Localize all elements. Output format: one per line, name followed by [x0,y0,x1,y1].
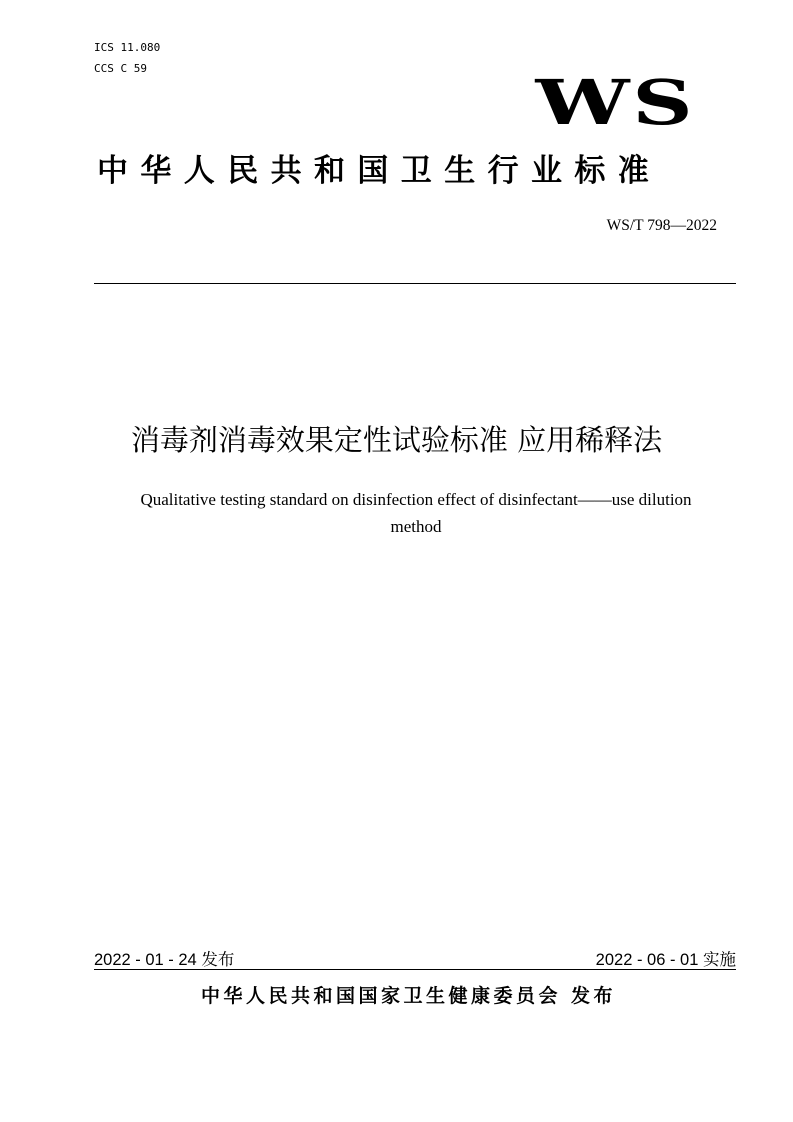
english-title-line1: Qualitative testing standard on disinfection effect of disinfectant——use dilution [140,490,692,509]
footer-divider [94,969,736,970]
implementation-date: 2022 - 06 - 01 实施 [595,951,736,969]
english-title-line2: method [390,517,442,536]
header-divider [94,283,736,284]
english-title [96,486,736,540]
standard-number: WS/T 798—2022 [606,217,717,234]
ccs-code: CCS C 59 [94,62,147,75]
ws-logo: WS [535,66,695,139]
publisher: 中华人民共和国国家卫生健康委员会 发布 [200,985,617,1007]
chinese-title: 消毒剂消毒效果定性试验标准 应用稀释法 [130,423,663,457]
issue-date: 2022 - 01 - 24 发布 [94,951,235,969]
ics-code: ICS 11.080 [94,41,161,54]
standard-type-heading: 中华人民共和国卫生行业标准 [97,153,662,189]
